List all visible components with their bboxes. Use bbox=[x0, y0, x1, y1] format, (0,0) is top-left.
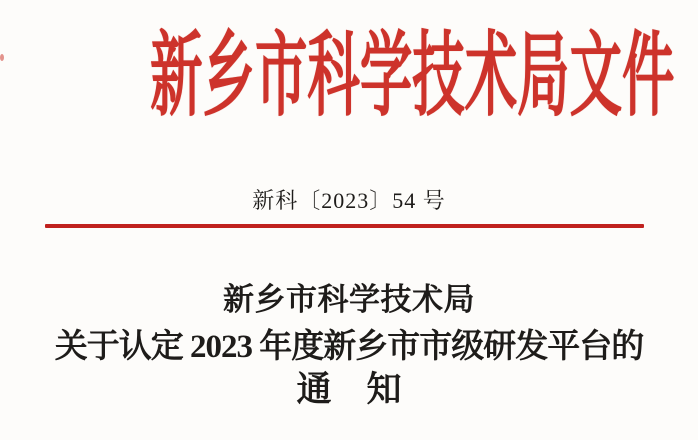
notice-issuing-org: 新乡市科学技术局 bbox=[223, 282, 475, 317]
notice-type-label: 通 知 bbox=[296, 370, 402, 409]
notice-subject-line: 关于认定 2023 年度新乡市市级研发平台的 bbox=[54, 329, 644, 365]
letterhead-title: 新乡市科学技术局文件 bbox=[150, 25, 675, 127]
document-number: 新科〔2023〕54 号 bbox=[252, 188, 446, 213]
scan-artifact-speck bbox=[0, 54, 4, 61]
red-divider-line bbox=[45, 224, 644, 228]
